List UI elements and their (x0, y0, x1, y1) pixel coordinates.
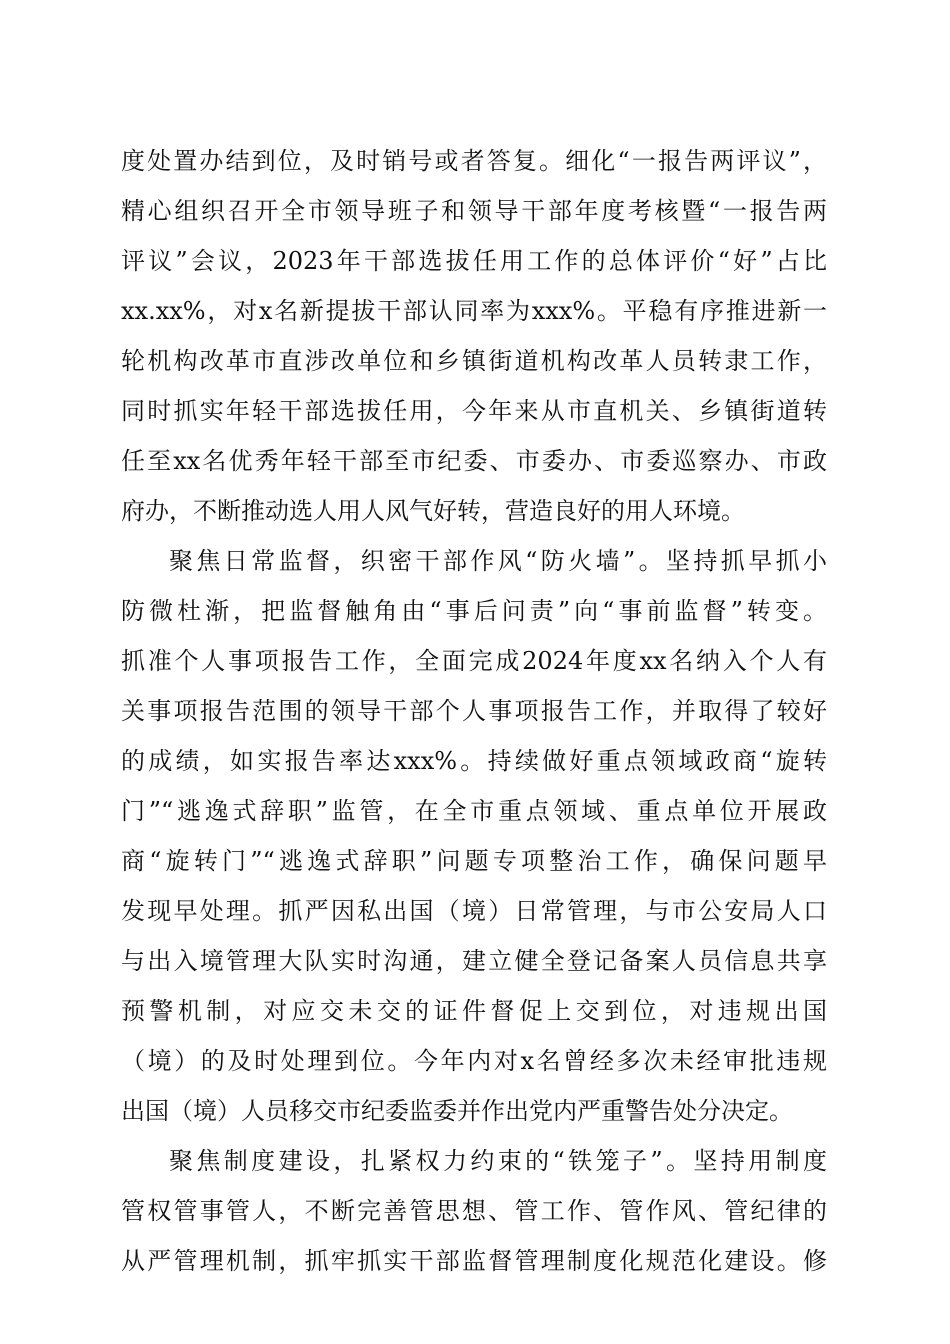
paragraph-3 (121, 1136, 827, 1286)
text-line: 聚焦制度建设，扎紧权力约束的“铁笼子”。坚持用制度 (169, 1147, 827, 1175)
text-line: 管权管事管人，不断完善管思想、管工作、管作风、管纪律的 (121, 1197, 827, 1225)
text-line: 从严管理机制，抓牢抓实干部监督管理制度化规范化建设。修 (121, 1247, 827, 1275)
text-line: 商“旋转门”“逃逸式辞职”问题专项整治工作，确保问题早 (121, 847, 827, 875)
text-line: 与出入境管理大队实时沟通，建立健全登记备案人员信息共享 (121, 947, 827, 975)
text-line: 出国（境）人员移交市纪委监委并作出党内严重警告处分决定。 (121, 1097, 793, 1125)
text-line: 度处置办结到位，及时销号或者答复。细化“一报告两评议”， (121, 147, 827, 175)
text-line: 任至xx名优秀年轻干部至市纪委、市委办、市委巡察办、市政 (121, 447, 827, 475)
text-line: 府办，不断推动选人用人风气好转，营造良好的用人环境。 (121, 497, 745, 525)
text-line: 精心组织召开全市领导班子和领导干部年度考核暨“一报告两 (121, 197, 827, 225)
text-line: 聚焦日常监督，织密干部作风“防火墙”。坚持抓早抓小 (169, 547, 827, 575)
text-line: 防微杜渐，把监督触角由“事后问责”向“事前监督”转变。 (121, 597, 827, 625)
document-body (121, 136, 827, 1286)
text-line: 预警机制，对应交未交的证件督促上交到位，对违规出国 (121, 997, 827, 1025)
text-line: 门”“逃逸式辞职”监管，在全市重点领域、重点单位开展政 (121, 797, 827, 825)
text-line: 评议”会议，2023年干部选拔任用工作的总体评价“好”占比 (121, 247, 827, 275)
text-line: 同时抓实年轻干部选拔任用，今年来从市直机关、乡镇街道转 (121, 397, 827, 425)
text-line: 关事项报告范围的领导干部个人事项报告工作，并取得了较好 (121, 697, 827, 725)
text-line: 发现早处理。抓严因私出国（境）日常管理，与市公安局人口 (121, 897, 827, 925)
paragraph-2 (121, 536, 827, 1136)
text-line: 抓准个人事项报告工作，全面完成2024年度xx名纳入个人有 (121, 647, 827, 675)
text-line: 的成绩，如实报告率达xxx%。持续做好重点领域政商“旋转 (121, 747, 827, 775)
paragraph-1 (121, 136, 827, 536)
text-line: xx.xx%，对x名新提拔干部认同率为xxx%。平稳有序推进新一 (121, 297, 827, 325)
text-line: 轮机构改革市直涉改单位和乡镇街道机构改革人员转隶工作， (121, 347, 827, 375)
text-line: （境）的及时处理到位。今年内对x名曾经多次未经审批违规 (121, 1047, 827, 1075)
